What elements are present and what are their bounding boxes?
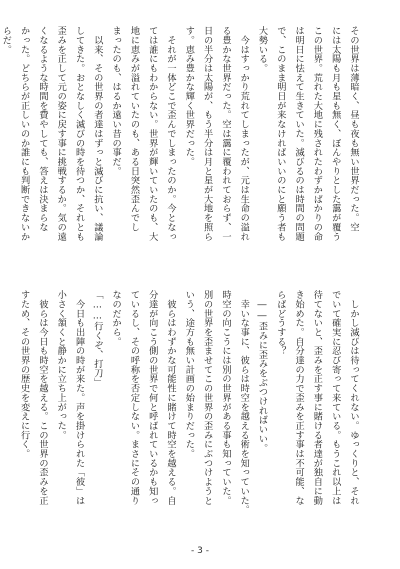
text-line: 時空の向こうには別の世界がある事も知っていた。 (219, 290, 231, 506)
text-line: 彼らはわずかな可能性に賭けて時空を越える。自 (165, 290, 177, 506)
text-line: その世界は薄暗く、昼も夜も無い世界だった。空 (348, 26, 359, 232)
body-text-lower (18, 290, 362, 522)
text-line: ているし、その呼称を否定しない。まさにその通り (128, 290, 140, 506)
text-line: 幸いな事に、彼らは時空を越える術を知っていた。 (238, 290, 250, 515)
text-line: 待てないと、歪みを正す事に賭ける者達が独自に動 (311, 290, 323, 506)
text-line: らだ。 (0, 26, 12, 55)
text-line: 以来、その世界の者達はずっと滅びに抗い、議論 (91, 26, 103, 242)
text-line: しかし滅びは待ってくれない。ゆっくりと、それ (348, 290, 359, 506)
text-line: かった。どちらが正しいのか誰にも判断できないか (18, 26, 30, 242)
text-line: き始めた。自分達の力で歪みを正す事は不可能、な (293, 290, 305, 506)
body-text-upper (0, 26, 362, 256)
text-line: す。恵み豊かな輝く世界だった。 (183, 26, 195, 167)
text-line: 今日も出陣の時が来た。声を掛けられた「彼」は (73, 290, 85, 506)
text-line: 大勢いる。 (256, 26, 268, 73)
text-line: 分達が向こう側の世界で何と呼ばれているかも知っ (146, 290, 158, 506)
text-line: してきた。おとなしく滅びの時を待つか、それとも (73, 26, 85, 242)
text-line: 彼らは今日も時空を越える。この世界の歪みを正 (36, 290, 48, 506)
text-line: 日の半分は太陽が、もう半分は月と星が大地を照ら (201, 26, 213, 242)
text-line: なのだから。 (110, 290, 122, 347)
page-number: - 3 - (191, 546, 209, 556)
text-line: でいて確実に忍び寄って来ている。もうこれ以上は (329, 290, 341, 506)
text-line: 「……行くぞ、打刀」 (91, 290, 103, 388)
text-line: 歪みを正して元の姿に戻す事に挑戦するか。気の遠 (55, 26, 67, 242)
text-line: すため、その世界の歴史を変えに行く。 (18, 290, 30, 459)
text-line: 地に恵みが溢れていたのも、ある日突然歪んでし (128, 26, 140, 232)
text-line: には太陽も月も星も無く、ぼんやりとした靄が覆う (329, 26, 341, 242)
text-line: いう、途方も無い計画の始まりだった。 (183, 290, 195, 459)
text-line: ては誰にもわからない。世界が輝いていたのも、大 (146, 26, 158, 242)
text-line: 別の世界を歪ませてこの世界の歪みにぶつけようと (201, 290, 213, 506)
text-line: ――歪みに歪みをぶつければいい。 (256, 290, 268, 453)
text-line: る豊かな世界だった。空は靄に覆われておらず、一 (219, 26, 231, 242)
text-line: らばどうする？ (274, 290, 286, 356)
text-line: それが一体どこで歪んでしまったのか。今となっ (165, 26, 177, 242)
text-line: くなるような時間を費やしても、答えは決まらな (36, 26, 48, 232)
text-line: まったのも、はるか遠い昔の事だ。 (110, 26, 122, 176)
text-line: この世界。荒れた大地に残されたわずかばかりの命 (311, 26, 323, 242)
text-line: 今はすっかり荒れてしまったが、元は生命の溢れ (238, 26, 250, 242)
text-line: で、このまま明日が来なければいいのにと願う者も (274, 26, 286, 242)
text-line: 小さく頷くと静かに立ち上がった。 (55, 290, 67, 440)
text-line: は明日に怯えて生きていた。滅びるのは時間の問題 (293, 26, 305, 242)
